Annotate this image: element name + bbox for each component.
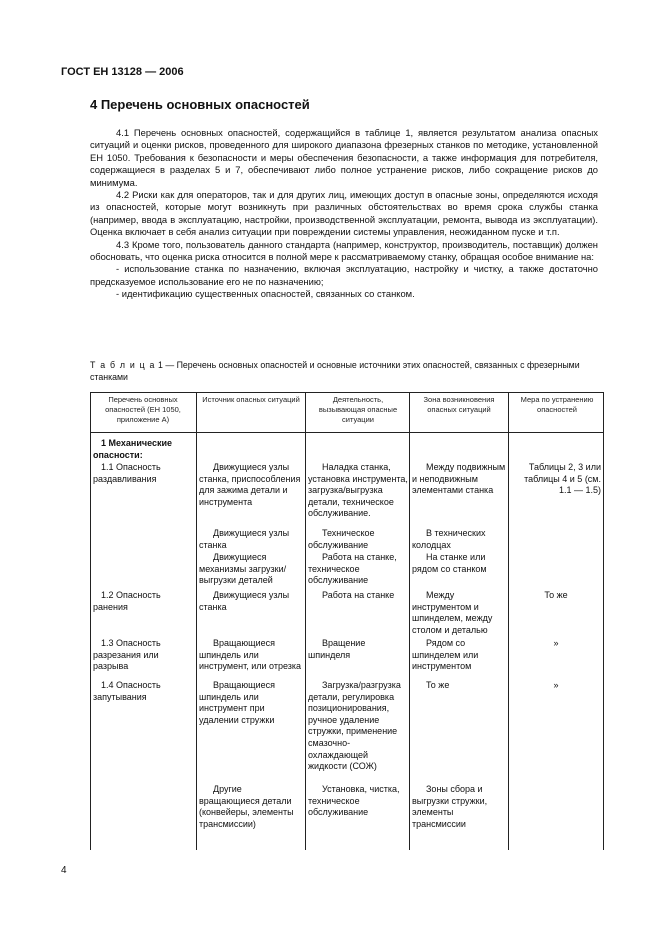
- measure-1-3: »: [553, 638, 559, 648]
- source-1-4b: Другие вращающиеся детали (конвейеры, элементы трансмиссии): [199, 784, 294, 829]
- document-id: ГОСТ ЕН 13128 — 2006: [61, 66, 184, 78]
- zone-1-1c: На станке или рядом со станком: [412, 552, 487, 574]
- activity-1-2: Работа на станке: [322, 590, 395, 600]
- table-vline: [603, 392, 604, 850]
- table-vline: [196, 392, 197, 850]
- activity-1-1a: Наладка станка, установка инструмента, загрузка/выгрузка детали, техническое обслуживание.: [308, 462, 408, 519]
- measure-1-1: Таблицы 2, 3 или таблицы 4 и 5 (см. 1.1 — 1.5): [524, 462, 601, 496]
- table-caption-text: 1 — Перечень основных опасностей и основные источники этих опасностей, связанных с фрезерными станками: [90, 360, 580, 382]
- source-1-3: Вращающиеся шпиндель или инструмент, или отрезка: [199, 638, 302, 672]
- body-text: [90, 127, 598, 301]
- hazards-table: [90, 392, 604, 850]
- paragraph-4-1: 4.1 Перечень основных опасностей, содержащийся в таблице 1, является результатом анализа опасных ситуаций и оценки рисков, проведенного для широкого диапазона фрезерных станков по методике, установленной ЕН 1050. Требования к безопасности и меры обеспечения безопасности, а также информация для потребителя, содержащиеся в разделах 5 и 7, обеспечивают либо полное устранение рисков, либо сокращение рисков до минимума.: [90, 127, 598, 188]
- zone-1-4b: Зоны сбора и выгрузки стружки, элементы трансмиссии: [412, 784, 488, 829]
- source-1-1b: Движущиеся узлы станка: [199, 528, 290, 550]
- bullet-usage: - использование станка по назначению, включая эксплуатацию, настройку и чистку, а также достаточно предсказуемое использование его не по назначению;: [90, 263, 598, 287]
- hazard-1-4: 1.4 Опасность запутывания: [93, 680, 161, 702]
- header-hazards: Перечень основных опасностей (ЕН 1050, приложение А): [105, 395, 181, 424]
- zone-1-2: Между инструментом и шпинделем, между столом и деталью: [412, 590, 493, 635]
- source-1-2: Движущиеся узлы станка: [199, 590, 290, 612]
- hazard-1-3: 1.3 Опасность разрезания или разрыва: [93, 638, 161, 672]
- header-source: Источник опасных ситуаций: [202, 395, 300, 404]
- header-measure: Мера по устранению опасностей: [520, 395, 594, 414]
- source-1-1c: Движущиеся механизмы загрузки/выгрузки деталей: [199, 552, 287, 586]
- table-top-border: [90, 392, 604, 393]
- hazard-1-2: 1.2 Опасность ранения: [93, 590, 161, 612]
- table-caption: [90, 360, 602, 383]
- paragraph-4-2: 4.2 Риски как для операторов, так и для других лиц, имеющих доступ в опасные зоны, определяются исходя из опасностей, которые могут возникнуть при различных обстоятельствах во время срока службы станка (например, ввода в эксплуатацию, настройки, производственной эксплуатации, ремонта, вывода из эксплуатации). Оценка включает в себя анализ ситуации при повреждении системы управления, неожиданном пуске и т.п.: [90, 189, 598, 238]
- group-mechanical-hazards: 1 Механические опасности:: [93, 438, 173, 460]
- zone-1-3: Рядом со шпинделем или инструментом: [412, 638, 479, 672]
- activity-1-4b: Установка, чистка, техническое обслуживание: [308, 784, 400, 818]
- bullet-identification: - идентификацию существенных опасностей, связанных со станком.: [116, 288, 415, 300]
- hazard-1-1: 1.1 Опасность раздавливания: [93, 462, 161, 484]
- table-header-divider: [90, 432, 604, 433]
- activity-1-1c: Работа на станке, техническое обслуживание: [308, 552, 397, 586]
- activity-1-1b: Техническое обслуживание: [308, 528, 375, 550]
- header-zone: Зона возникновения опасных ситуаций: [423, 395, 495, 414]
- activity-1-4a: Загрузка/разгрузка детали, регулировка позиционирования, ручное удаление стружки, применение смазочно-охлаждающей жидкости (СОЖ): [308, 680, 401, 772]
- section-title: 4 Перечень основных опасностей: [90, 97, 310, 112]
- paragraph-4-3: 4.3 Кроме того, пользователь данного стандарта (например, конструктор, производитель, поставщик) должен обосновать, что оценка риска относится в полной мере к рассматриваемому станку, обращая особое внимание на:: [90, 238, 598, 263]
- measure-1-2: То же: [544, 590, 568, 600]
- page-number: 4: [61, 865, 67, 876]
- table-vline: [508, 392, 509, 850]
- zone-1-4a: То же: [426, 680, 450, 690]
- measure-1-4: »: [553, 680, 559, 690]
- table-vline: [90, 392, 91, 850]
- source-1-1a: Движущиеся узлы станка, приспособления для зажима детали и инструмента: [199, 462, 301, 507]
- zone-1-1b: В технических колодцах: [412, 528, 486, 550]
- table-vline: [305, 392, 306, 850]
- zone-1-1a: Между подвижным и неподвижным элементами станка: [412, 462, 506, 496]
- activity-1-3: Вращение шпинделя: [308, 638, 366, 660]
- source-1-4a: Вращающиеся шпиндель или инструмент при удалении стружки: [199, 680, 275, 725]
- table-vline: [409, 392, 410, 850]
- table-caption-label: Т а б л и ц а: [90, 360, 156, 370]
- header-activity: Деятельность, вызывающая опасные ситуации: [318, 395, 398, 424]
